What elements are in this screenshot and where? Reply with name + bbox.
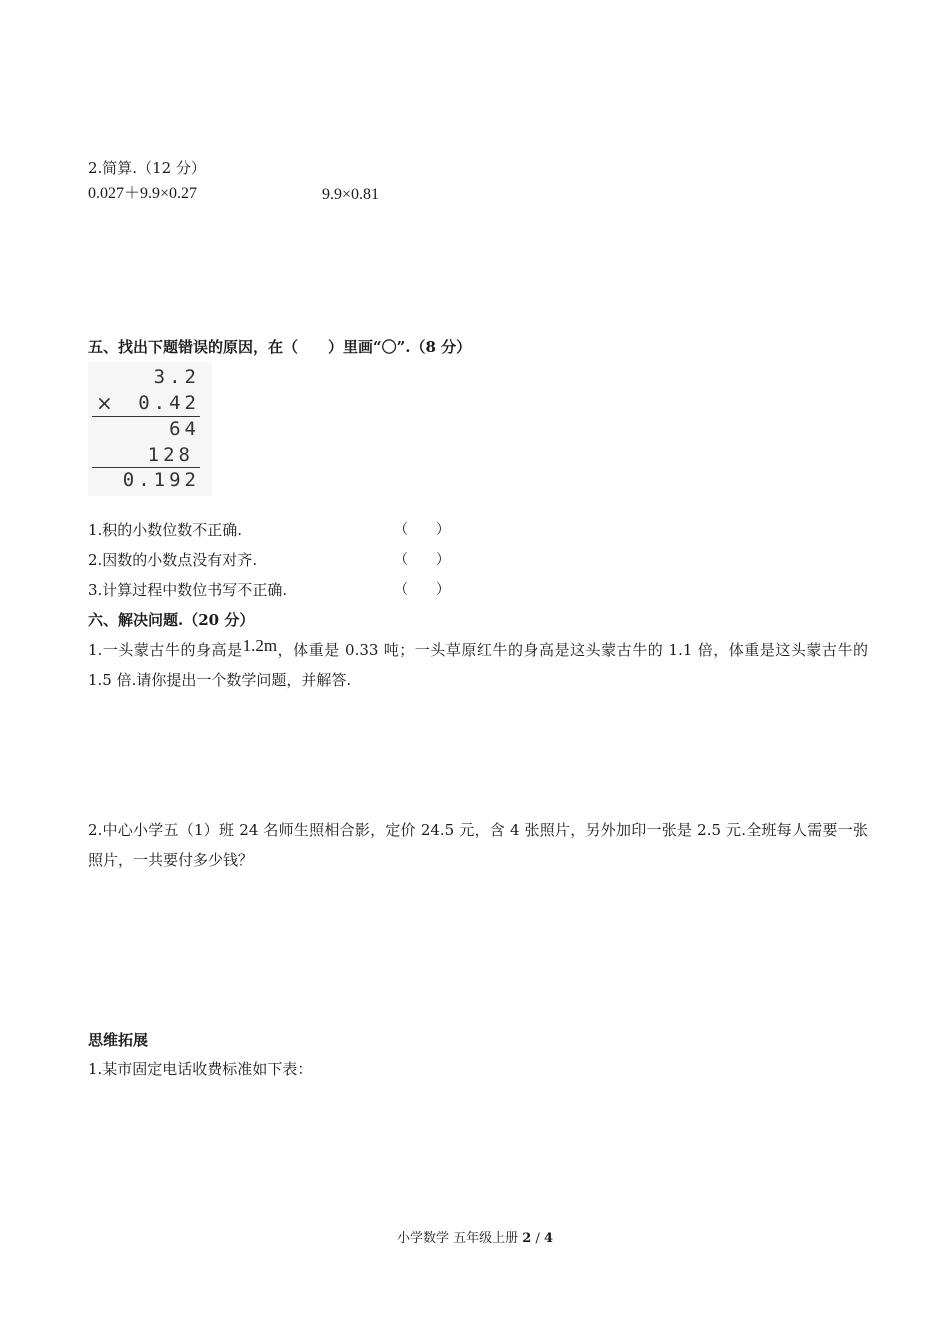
- problem-1-height: 1.2m: [242, 636, 278, 655]
- page-number: 2: [522, 1231, 532, 1246]
- page-total: 4: [543, 1231, 554, 1246]
- option-text-2: 2.因数的小数点没有对齐.: [88, 551, 258, 569]
- extension-question-1: 1.某市固定电话收费标准如下表：: [88, 1060, 313, 1078]
- footer-label: 小学数学 五年级上册: [396, 1231, 519, 1246]
- partial-product-2: 128: [147, 444, 194, 466]
- vertical-multiplication: [88, 362, 212, 496]
- extension-heading: 思维拓展: [88, 1031, 149, 1049]
- divider-line: [92, 416, 200, 417]
- answer-blank-1[interactable]: （ ）: [394, 522, 450, 538]
- problem-1-text-a: 1.一头蒙古牛的身高是: [88, 641, 243, 659]
- section-heading-6: 六、解决问题.（20 分）: [88, 611, 255, 629]
- answer-blank-3[interactable]: （ ）: [394, 582, 450, 598]
- math-expression-2: 9.9×0.81: [322, 186, 380, 203]
- multiplier: 0.42: [138, 392, 200, 414]
- problem-1: [88, 635, 868, 695]
- problem-2: 2.中心小学五（1）班 24 名师生照相合影，定价 24.5 元，含 4 张照片，另外加印一张是 2.5 元.全班每人需要一张照片，一共要付多少钱？: [88, 821, 868, 869]
- partial-product-1: 64: [169, 418, 200, 440]
- problem-1-text-b: ，体重是 0.33 吨；一头草原红牛的身高是这头蒙古牛的 1.1 倍，体重是这头蒙古牛的 1.5 倍.请你提出一个数学问题，并解答.: [88, 641, 868, 689]
- page-separator: /: [531, 1231, 544, 1246]
- divider-line: [92, 467, 200, 468]
- section-heading-5: 五、找出下题错误的原因，在（ ）里画“〇”.（8 分）: [88, 338, 472, 356]
- answer-blank-2[interactable]: （ ）: [394, 552, 450, 568]
- option-text-3: 3.计算过程中数位书写不正确.: [88, 581, 288, 599]
- page-footer: [0, 1230, 950, 1248]
- math-expression-1: 0.027＋9.9×0.27: [88, 185, 198, 202]
- question-title: 2.简算.（12 分）: [88, 159, 206, 177]
- multiply-sign: ×: [96, 391, 113, 415]
- multiplicand: 3.2: [153, 366, 200, 388]
- option-text-1: 1.积的小数位数不正确.: [88, 521, 243, 539]
- product-result: 0.192: [122, 469, 200, 491]
